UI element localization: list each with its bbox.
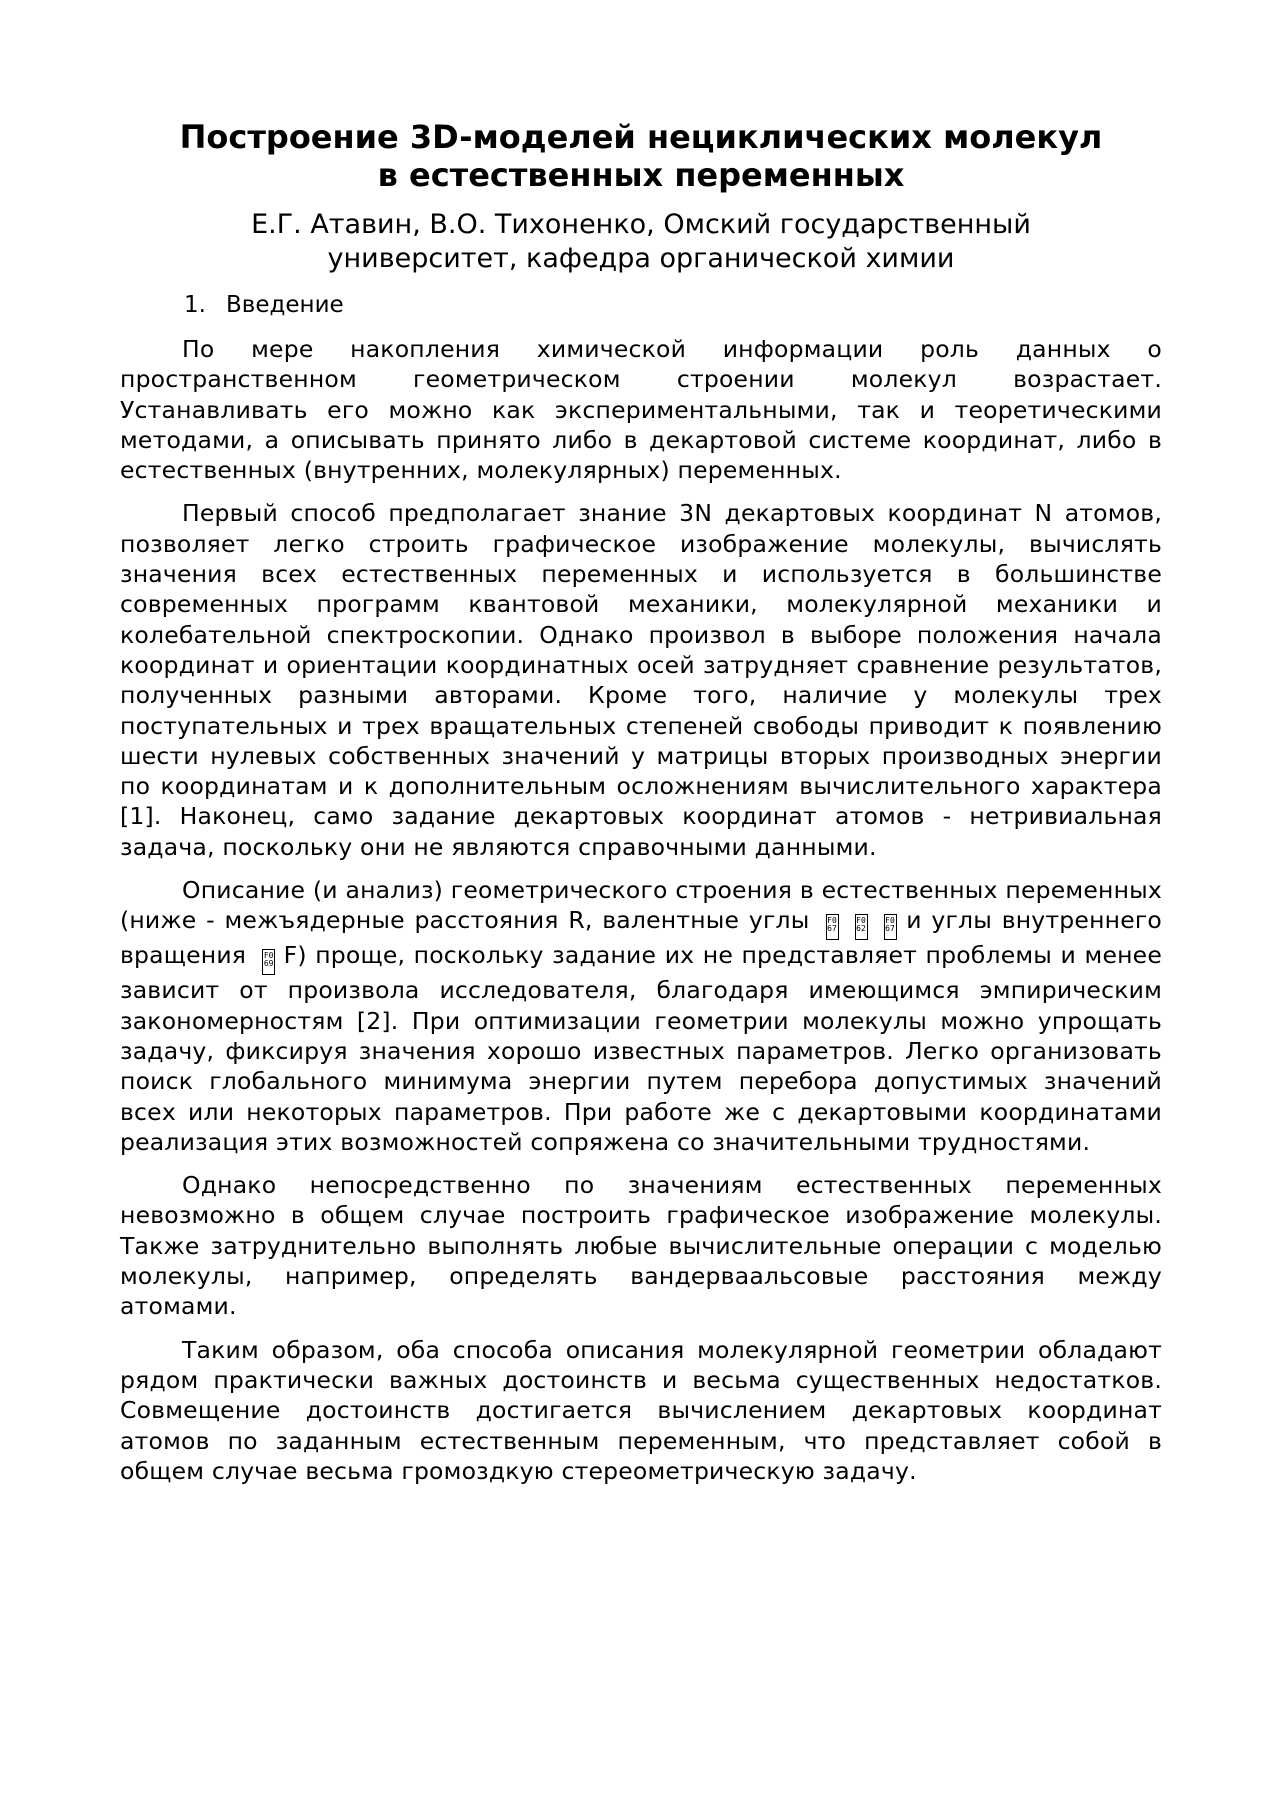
paragraph-1: По мере накопления химической информации роль данных о пространственном геометрическом строении молекул возрастает. Устанавливать его можно как экспериментальными, так и теоретическими методами, а описывать принято либо в декартовой системе координат, либо в естественных (внутренних, молекулярных) переменных. (120, 335, 1162, 485)
paragraph-3 (120, 875, 1162, 1157)
missing-glyph-icon: F0 67 (826, 914, 839, 940)
authors-line-1: Е.Г. Атавин, В.О. Тихоненко, Омский государственный (251, 209, 1031, 240)
section-title: Введение (226, 292, 344, 318)
title-line-2: в естественных переменных (377, 156, 905, 194)
document-page (120, 118, 1162, 1499)
paragraph-4: Однако непосредственно по значениям естественных переменных невозможно в общем случае построить графическое изображение молекулы. Также затруднительно выполнять любые вычислительные операции с моделью молекулы, например, определять вандерваальсовые расстояния между атомами. (120, 1171, 1162, 1321)
paper-title (120, 118, 1162, 194)
section-heading (184, 290, 1162, 320)
paragraph-2: Первый способ предполагает знание 3N декартовых координат N атомов, позволяет легко строить графическое изображение молекулы, вычислять значения всех естественных переменных и используется в большинстве современных программ квантовой механики, молекулярной механики и колебательной спектроскопии. Однако произвол в выборе положения начала координат и ориентации координатных осей затрудняет сравнение результатов, полученных разными авторами. Кроме того, наличие у молекулы трех поступательных и трех вращательных степеней свободы приводит к появлению шести нулевых собственных значений у матрицы вторых производных энергии по координатам и к дополнительным осложнениям вычислительного характера [1]. Наконец, само задание декартовых координат атомов - нетривиальная задача, поскольку они не являются справочными данными. (120, 499, 1162, 861)
section-number: 1. (184, 292, 206, 318)
missing-glyph-icon: F0 69 (262, 949, 275, 975)
authors-affiliation (120, 208, 1162, 276)
paragraph-3-part-1: Описание (и анализ) геометрического строения в естественных переменных (ниже - межъядерные расстояния R, валентные углы (120, 876, 1162, 935)
missing-glyph-icon: F0 67 (884, 914, 897, 940)
missing-glyph-icon: F0 62 (855, 914, 868, 940)
title-line-1: Построение 3D-моделей нециклических молекул (179, 118, 1103, 156)
paragraph-3-part-3: F) проще, поскольку задание их не представляет проблемы и менее зависит от произвола исследователя, благодаря имеющимся эмпирическим закономерностям [2]. При оптимизации геометрии молекулы можно упрощать задачу, фиксируя значения хорошо известных параметров. Легко организовать поиск глобального минимума энергии путем перебора допустимых значений всех или некоторых параметров. При работе же с декартовыми координатами реализация этих возможностей сопряжена со значительными трудностями. (120, 941, 1162, 1156)
paragraph-5: Таким образом, оба способа описания молекулярной геометрии обладают рядом практически важных достоинств и весьма существенных недостатков. Совмещение достоинств достигается вычислением декартовых координат атомов по заданным естественным переменным, что представляет собой в общем случае весьма громоздкую стереометрическую задачу. (120, 1335, 1162, 1485)
authors-line-2: университет, кафедра органической химии (327, 243, 955, 274)
paragraph-3-part-2: и углы внутреннего вращения (120, 906, 1162, 970)
